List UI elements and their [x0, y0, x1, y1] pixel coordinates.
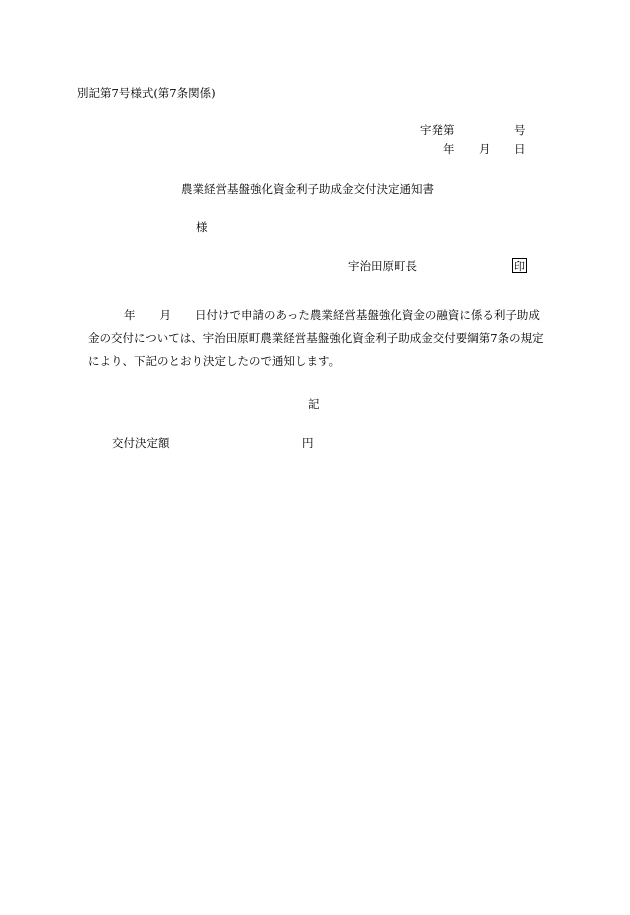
body-paragraph [88, 304, 553, 373]
body-line-1-text: 日付けで申請のあった農業経営基盤強化資金の融資に係る利子助成 [195, 308, 540, 322]
body-line-1 [88, 304, 553, 327]
date-day: 日 [514, 142, 526, 156]
amount-unit: 円 [302, 436, 314, 450]
date-year: 年 [443, 142, 455, 156]
document-title: 農業経営基盤強化資金利子助成金交付決定通知書 [181, 182, 434, 196]
doc-number-prefix: 宇発第 [420, 123, 455, 137]
date-month: 月 [479, 142, 491, 156]
body-year: 年 [124, 308, 136, 322]
issuer-name: 宇治田原町長 [348, 259, 417, 273]
body-line-2: 金の交付については、宇治田原町農業経営基盤強化資金利子助成金交付要綱第7条の規定 [88, 331, 544, 345]
doc-number-suffix: 号 [514, 123, 526, 137]
form-label: 別記第7号様式(第7条関係) [77, 86, 216, 100]
body-month: 月 [159, 308, 171, 322]
ki-heading: 記 [308, 397, 320, 411]
addressee-suffix: 様 [196, 220, 208, 234]
amount-label: 交付決定額 [112, 436, 170, 450]
seal-mark: 印 [514, 260, 525, 273]
body-line-3: により、下記のとおり決定したので通知します。 [88, 354, 341, 368]
